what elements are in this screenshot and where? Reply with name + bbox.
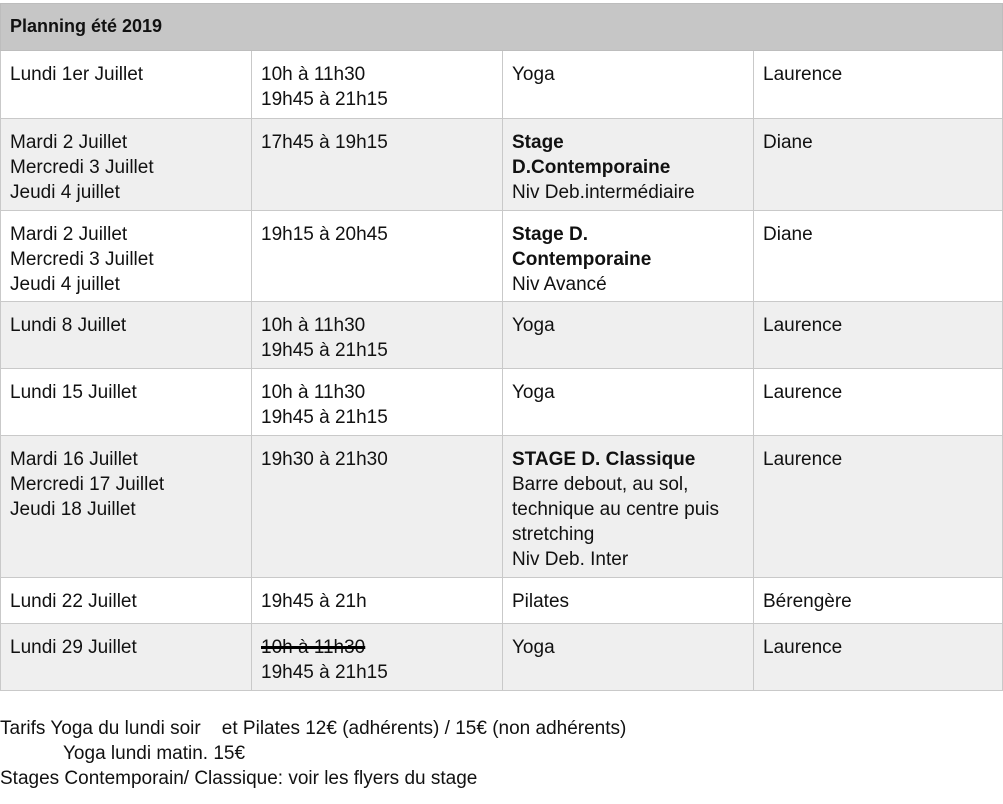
cell-line: Mardi 2 Juillet <box>10 224 128 245</box>
teacher-cell <box>754 436 1003 578</box>
cell-line: 19h45 à 21h15 <box>261 89 388 110</box>
cell-line: Lundi 8 Juillet <box>10 315 127 336</box>
cell-line: Mercredi 3 Juillet <box>10 249 154 270</box>
time-cell <box>252 436 503 578</box>
cell-line: Laurence <box>763 315 843 336</box>
time-cell <box>252 578 503 624</box>
teacher-cell <box>754 51 1003 119</box>
cell-line: Niv Avancé <box>512 274 607 295</box>
cell-line: 19h30 à 21h30 <box>261 449 388 470</box>
table-row <box>1 436 1003 578</box>
date-cell <box>1 369 252 436</box>
cell-line: 17h45 à 19h15 <box>261 132 388 153</box>
date-cell <box>1 302 252 369</box>
cell-line: Barre debout, au sol, <box>512 474 689 495</box>
cell-line: D.Contemporaine <box>512 157 671 178</box>
cell-line: Diane <box>763 224 813 245</box>
cell-line: Lundi 29 Juillet <box>10 637 137 658</box>
course-cell <box>503 578 754 624</box>
teacher-cell <box>754 624 1003 691</box>
table-row <box>1 211 1003 302</box>
table-row <box>1 119 1003 211</box>
teacher-cell <box>754 302 1003 369</box>
cell-line: Lundi 15 Juillet <box>10 382 137 403</box>
cell-line: Jeudi 4 juillet <box>10 274 120 295</box>
table-row <box>1 624 1003 691</box>
cell-line: 10h à 11h30 <box>261 382 366 403</box>
course-cell <box>503 51 754 119</box>
cell-line: Laurence <box>763 449 843 470</box>
time-cell <box>252 624 503 691</box>
course-cell <box>503 302 754 369</box>
cell-line: Jeudi 18 Juillet <box>10 499 136 520</box>
cell-line: Stage <box>512 132 564 153</box>
cell-line: Contemporaine <box>512 249 652 270</box>
teacher-cell <box>754 369 1003 436</box>
date-cell <box>1 624 252 691</box>
cell-line: Yoga <box>512 315 555 336</box>
cell-line: 10h à 11h30 <box>261 637 366 658</box>
date-cell <box>1 51 252 119</box>
cell-line: STAGE D. Classique <box>512 449 696 470</box>
cell-line: Yoga <box>512 382 555 403</box>
table-row <box>1 369 1003 436</box>
pricing-line-1: Tarifs Yoga du lundi soir et Pilates 12€ (adhérents) / 15€ (non adhérents) <box>0 718 627 739</box>
cell-line: 10h à 11h30 <box>261 64 366 85</box>
cell-line: Mardi 2 Juillet <box>10 132 128 153</box>
time-cell <box>252 119 503 211</box>
cell-line: Mercredi 3 Juillet <box>10 157 154 178</box>
teacher-cell <box>754 119 1003 211</box>
cell-line: Lundi 22 Juillet <box>10 591 137 612</box>
pricing-line-3: Stages Contemporain/ Classique: voir les flyers du stage <box>0 768 478 789</box>
time-cell <box>252 369 503 436</box>
cell-line: Yoga <box>512 64 555 85</box>
pricing-notes <box>0 716 626 791</box>
course-cell <box>503 119 754 211</box>
cell-line: 19h45 à 21h15 <box>261 340 388 361</box>
cell-line: Laurence <box>763 637 843 658</box>
table-row <box>1 51 1003 119</box>
cell-line: Laurence <box>763 64 843 85</box>
cell-line: Mardi 16 Juillet <box>10 449 138 470</box>
cell-line: Niv Deb.intermédiaire <box>512 182 695 203</box>
cell-line: technique au centre puis <box>512 499 720 520</box>
cell-line: 19h45 à 21h15 <box>261 662 388 683</box>
cell-line: Bérengère <box>763 591 852 612</box>
cell-line: Mercredi 17 Juillet <box>10 474 165 495</box>
cell-line: Jeudi 4 juillet <box>10 182 120 203</box>
cell-line: Stage D. <box>512 224 589 245</box>
teacher-cell <box>754 211 1003 302</box>
course-cell <box>503 624 754 691</box>
time-cell <box>252 51 503 119</box>
cell-line: 19h45 à 21h15 <box>261 407 388 428</box>
time-cell <box>252 211 503 302</box>
date-cell <box>1 211 252 302</box>
date-cell <box>1 436 252 578</box>
date-cell <box>1 578 252 624</box>
cell-line: Diane <box>763 132 813 153</box>
table-title: Planning été 2019 <box>1 4 1003 51</box>
cell-line: 19h45 à 21h <box>261 591 367 612</box>
cell-line: Niv Deb. Inter <box>512 549 629 570</box>
table-row <box>1 578 1003 624</box>
cell-line: stretching <box>512 524 595 545</box>
schedule-table <box>0 3 1003 691</box>
cell-line: 10h à 11h30 <box>261 315 366 336</box>
cell-line: Yoga <box>512 637 555 658</box>
course-cell <box>503 436 754 578</box>
course-cell <box>503 211 754 302</box>
teacher-cell <box>754 578 1003 624</box>
time-cell <box>252 302 503 369</box>
course-cell <box>503 369 754 436</box>
table-row <box>1 302 1003 369</box>
table-header-row <box>1 4 1003 51</box>
pricing-line-2: Yoga lundi matin. 15€ <box>63 743 246 764</box>
date-cell <box>1 119 252 211</box>
cell-line: Lundi 1er Juillet <box>10 64 144 85</box>
cell-line: 19h15 à 20h45 <box>261 224 388 245</box>
cell-line: Laurence <box>763 382 843 403</box>
cell-line: Pilates <box>512 591 570 612</box>
